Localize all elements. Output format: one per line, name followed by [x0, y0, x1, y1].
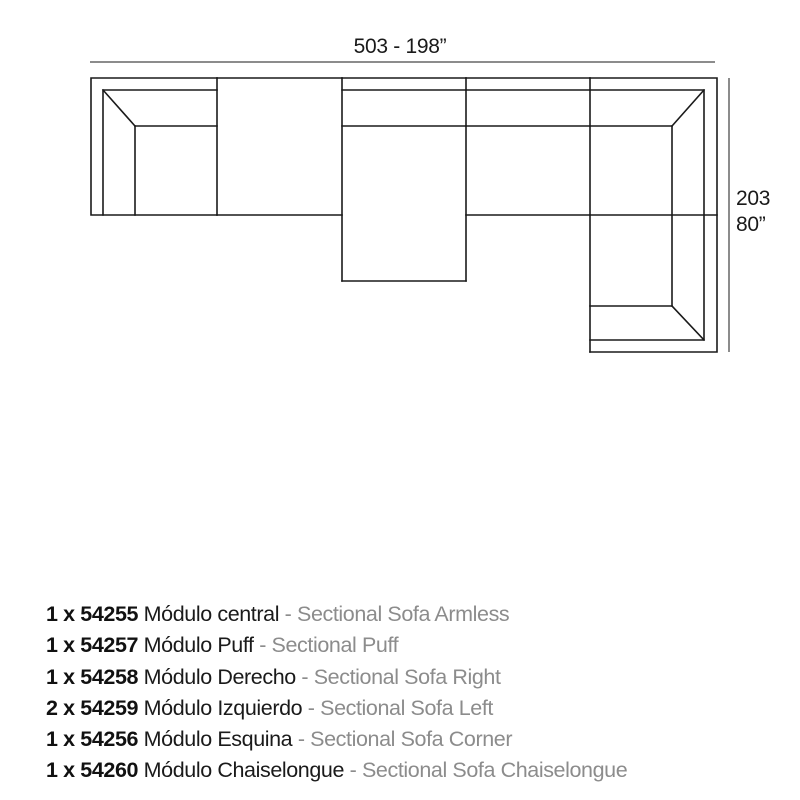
part-quantity: 1 x [46, 727, 75, 752]
part-name-spanish: Módulo Izquierdo [143, 695, 303, 720]
part-quantity: 1 x [46, 758, 75, 783]
part-quantity: 1 x [46, 633, 75, 658]
part-code: 54260 [80, 758, 139, 783]
part-separator: - [307, 695, 315, 720]
part-name-spanish: Módulo Puff [143, 633, 254, 658]
part-code: 54255 [80, 602, 139, 626]
part-quantity: 2 x [46, 695, 75, 720]
parts-list-item [46, 599, 627, 630]
part-name-english: Sectional Sofa Right [313, 664, 501, 689]
parts-list-item [46, 662, 627, 693]
part-separator: - [259, 633, 266, 658]
part-separator: - [284, 602, 292, 626]
part-name-english: Sectional Sofa Chaiselongue [361, 758, 628, 783]
part-quantity: 1 x [46, 664, 75, 689]
depth-inch-label: 80” [736, 213, 766, 236]
part-quantity: 1 x [46, 602, 75, 626]
part-code: 54257 [80, 633, 139, 658]
module-left [91, 78, 217, 215]
module-armless [217, 78, 342, 215]
parts-list-item [46, 755, 627, 786]
depth-dimension-label [736, 186, 770, 238]
parts-list [46, 599, 627, 787]
part-name-english: Sectional Sofa Left [320, 695, 494, 720]
part-name-spanish: Módulo Chaiselongue [143, 758, 345, 783]
part-name-spanish: Módulo Esquina [143, 727, 293, 752]
width-dimension-label: 503 - 198” [353, 35, 447, 58]
part-name-spanish: Módulo central [143, 602, 280, 626]
part-code: 54259 [80, 695, 139, 720]
parts-list-item [46, 630, 627, 661]
module-corner-chaiselongue [590, 78, 717, 352]
parts-list-item [46, 693, 627, 724]
part-separator: - [297, 727, 305, 752]
part-name-english: Sectional Puff [271, 633, 399, 658]
module-right [466, 78, 590, 352]
part-name-english: Sectional Sofa Corner [310, 727, 513, 752]
part-code: 54258 [80, 664, 139, 689]
part-name-spanish: Módulo Derecho [143, 664, 296, 689]
parts-list-item [46, 724, 627, 755]
module-center-with-puff [342, 78, 466, 281]
part-separator: - [349, 758, 357, 783]
part-separator: - [301, 664, 309, 689]
part-name-english: Sectional Sofa Armless [297, 602, 510, 626]
part-code: 54256 [80, 727, 139, 752]
depth-cm-label: 203 [736, 187, 771, 210]
